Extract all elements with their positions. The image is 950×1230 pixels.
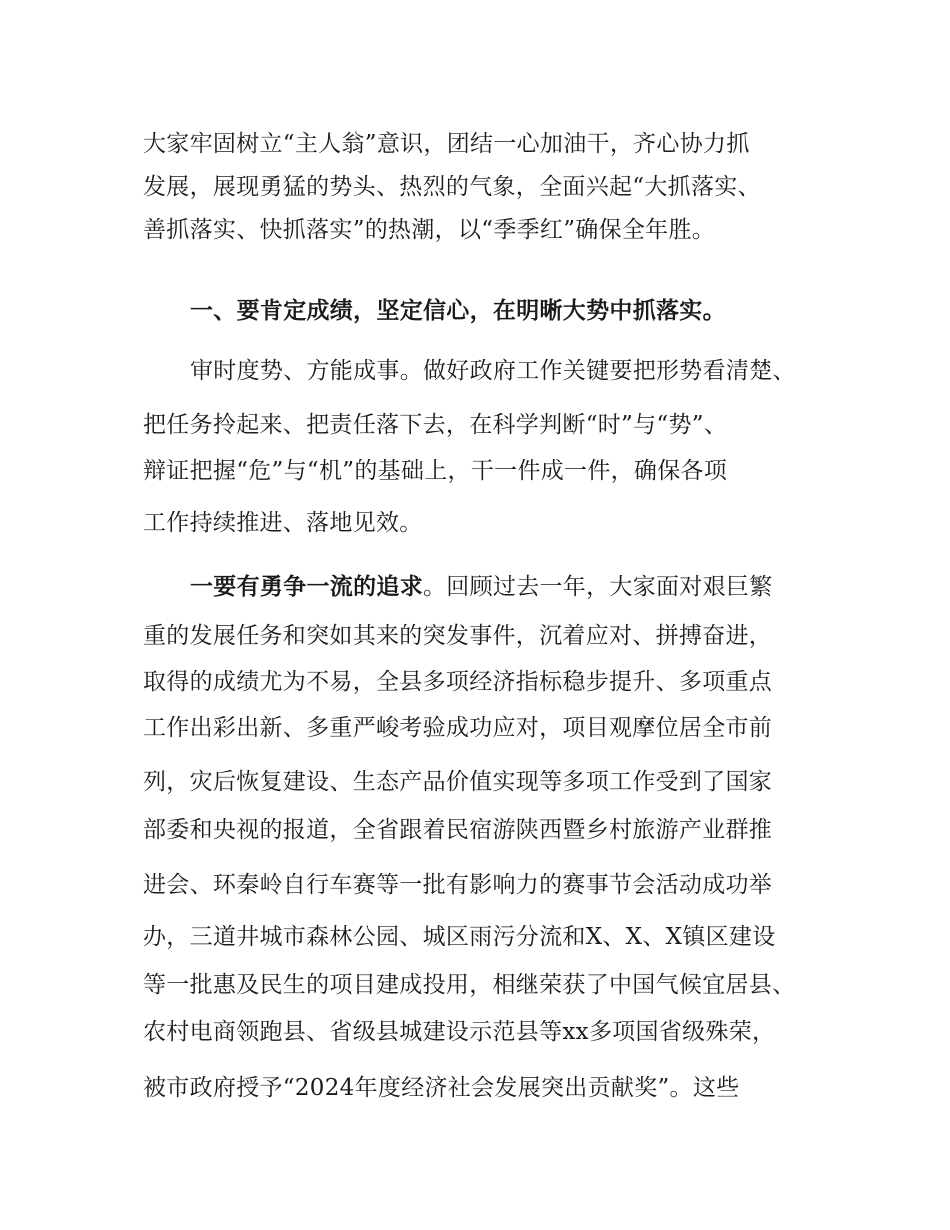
- intro-line-1: 大家牢固树立“主人翁”意识，团结一心加油干，齐心协力抓: [143, 131, 750, 157]
- pursuit-line-2: 重的发展任务和突如其来的突发事件，沉着应对、拼搏奋进，: [143, 623, 773, 649]
- situation-line-4: 工作持续推进、落地见效。: [143, 510, 423, 536]
- pursuit-lead-bold: 一要有勇争一流的追求: [190, 574, 423, 600]
- intro-line-3: 善抓落实、快抓落实”的热潮，以“季季红”确保全年胜。: [143, 217, 716, 243]
- pursuit-line-4: 工作出彩出新、多重严峻考验成功应对，项目观摩位居全市前: [143, 715, 773, 741]
- pursuit-line-1-rest: 。回顾过去一年，大家面对艰巨繁: [423, 574, 773, 600]
- pursuit-line-7: 进会、环秦岭自行车赛等一批有影响力的赛事节会活动成功举: [143, 872, 773, 898]
- situation-line-3: 辩证把握“危”与“机”的基础上，干一件成一件，确保各项: [143, 458, 728, 484]
- pursuit-line-8: 办，三道井城市森林公园、城区雨污分流和X、X、X镇区建设: [143, 924, 776, 950]
- pursuit-line-11: 被市政府授予“2024年度经济社会发展突出贡献奖”。这些: [143, 1075, 740, 1101]
- section-heading: 一、要肯定成绩，坚定信心，在明晰大势中抓落实。: [190, 298, 726, 324]
- pursuit-line-5: 列，灾后恢复建设、生态产品价值实现等多项工作受到了国家: [143, 769, 773, 795]
- pursuit-line-9: 等一批惠及民生的项目建成投用，相继荣获了中国气候宜居县、: [143, 972, 796, 998]
- intro-line-2: 发展，展现勇猛的势头、热烈的气象，全面兴起“大抓落实、: [143, 174, 761, 200]
- situation-line-1: 审时度势、方能成事。做好政府工作关键要把形势看清楚、: [190, 358, 796, 384]
- pursuit-line-3: 取得的成绩尤为不易，全县多项经济指标稳步提升、多项重点: [143, 669, 773, 695]
- pursuit-line-1: [190, 572, 773, 602]
- pursuit-line-10: 农村电商领跑县、省级县城建设示范县等xx多项国省级殊荣，: [143, 1019, 776, 1045]
- pursuit-line-6: 部委和央视的报道，全省跟着民宿游陕西暨乡村旅游产业群推: [143, 817, 773, 843]
- situation-line-2: 把任务拎起来、把责任落下去，在科学判断“时”与“势”、: [143, 412, 728, 438]
